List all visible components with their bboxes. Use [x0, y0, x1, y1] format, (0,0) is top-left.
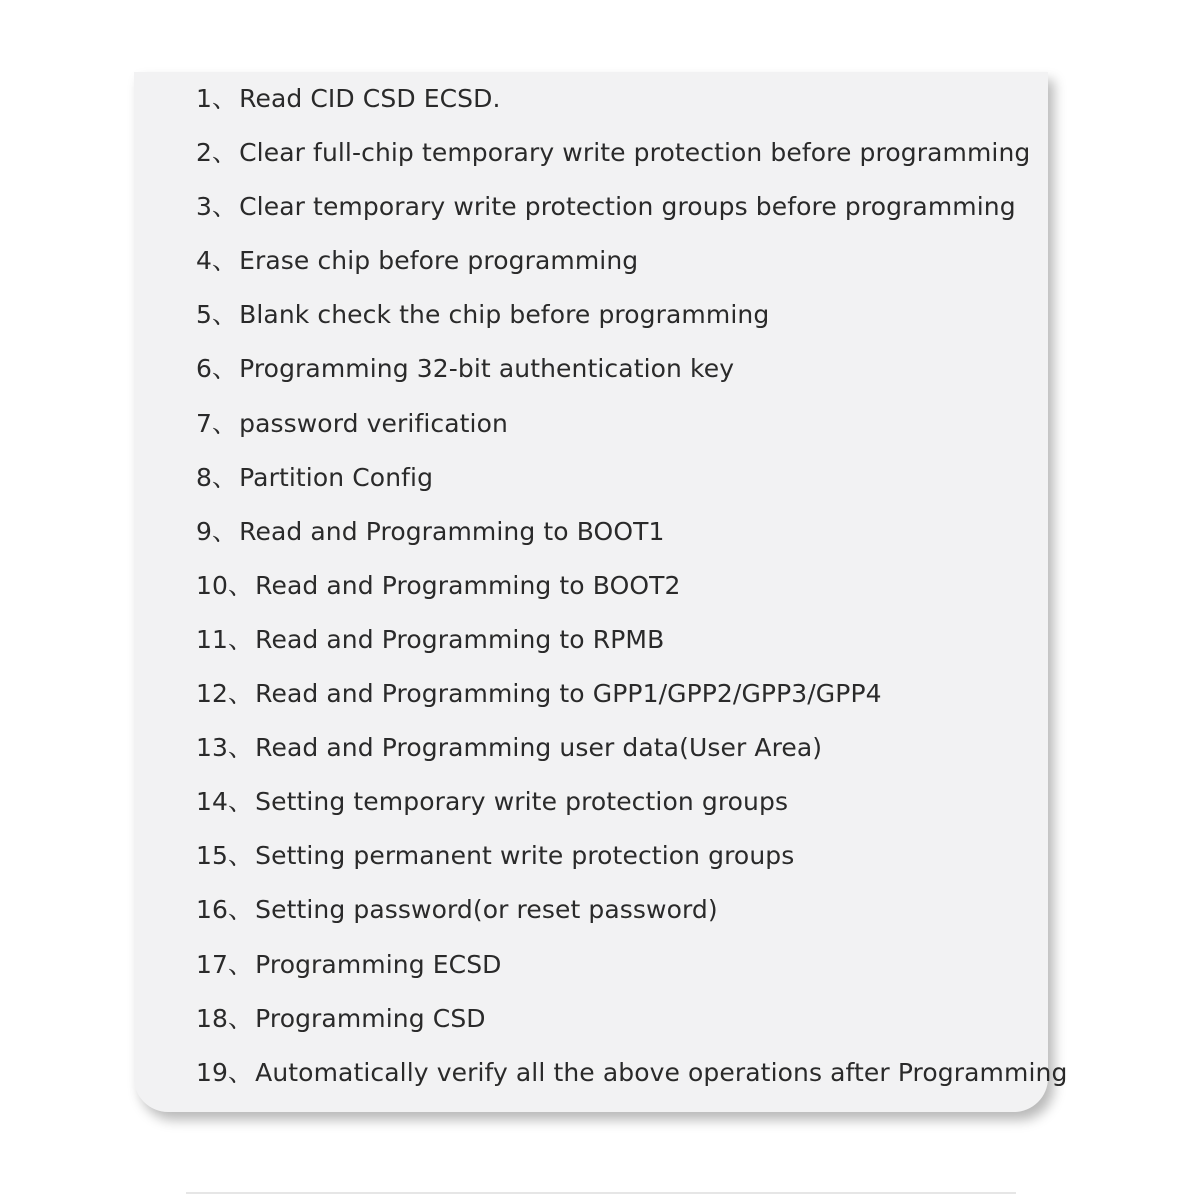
- list-item-text: Setting permanent write protection groups: [255, 841, 795, 871]
- list-item-number: 9、: [196, 516, 238, 546]
- list-item-text: Read and Programming user data(User Area): [255, 733, 823, 763]
- list-item-number: 12、: [196, 679, 254, 709]
- list-item-text: Blank check the chip before programming: [239, 300, 770, 330]
- list-item-text: Programming CSD: [255, 1003, 486, 1033]
- list-item-number: 2、: [196, 138, 238, 168]
- list-item-number: 18、: [196, 1003, 254, 1033]
- list-item-text: password verification: [239, 408, 508, 438]
- list-item: [196, 186, 1067, 240]
- list-item: [196, 1052, 1067, 1106]
- list-item-text: Clear full-chip temporary write protection before programming: [239, 138, 1031, 168]
- list-item: [196, 944, 1067, 998]
- list-item-number: 8、: [196, 462, 238, 492]
- list-item-text: Programming 32-bit authentication key: [239, 354, 735, 384]
- list-item: [196, 998, 1067, 1052]
- list-item-text: Read and Programming to BOOT1: [239, 516, 665, 546]
- list-item: [196, 348, 1067, 402]
- list-item-number: 13、: [196, 733, 254, 763]
- list-item: [196, 889, 1067, 943]
- list-item-text: Setting temporary write protection groups: [255, 787, 789, 817]
- bottom-divider: [186, 1192, 1016, 1194]
- list-item-text: Clear temporary write protection groups before programming: [239, 192, 1016, 222]
- list-item: [196, 835, 1067, 889]
- list-item: [196, 457, 1067, 511]
- list-item-text: Erase chip before programming: [239, 246, 639, 276]
- list-item-number: 16、: [196, 895, 254, 925]
- list-item-number: 7、: [196, 408, 238, 438]
- list-item-number: 3、: [196, 192, 238, 222]
- list-item-number: 15、: [196, 841, 254, 871]
- list-item-number: 14、: [196, 787, 254, 817]
- list-item: [196, 565, 1067, 619]
- list-item: [196, 619, 1067, 673]
- list-item-text: Read CID CSD ECSD.: [239, 84, 501, 113]
- list-item: [196, 132, 1067, 186]
- list-item: [196, 781, 1067, 835]
- list-item-text: Read and Programming to RPMB: [255, 624, 665, 654]
- list-item: [196, 673, 1067, 727]
- list-item-text: Partition Config: [239, 462, 434, 492]
- list-item-number: 1、: [196, 84, 238, 113]
- list-item-number: 5、: [196, 300, 238, 330]
- list-item: [196, 511, 1067, 565]
- list-item-number: 6、: [196, 354, 238, 384]
- list-item-number: 19、: [196, 1057, 254, 1087]
- list-item-number: 10、: [196, 570, 254, 600]
- list-item-text: Setting password(or reset password): [255, 895, 718, 925]
- list-item: [196, 403, 1067, 457]
- list-item: [196, 78, 1067, 132]
- list-item: [196, 294, 1067, 348]
- list-item-text: Automatically verify all the above operations after Programming: [255, 1057, 1068, 1087]
- list-item-text: Read and Programming to BOOT2: [255, 570, 681, 600]
- list-item-text: Read and Programming to GPP1/GPP2/GPP3/GPP4: [255, 679, 882, 709]
- list-item: [196, 240, 1067, 294]
- list-item-number: 11、: [196, 624, 254, 654]
- list-item-text: Programming ECSD: [255, 949, 502, 979]
- list-item-number: 17、: [196, 949, 254, 979]
- list-item: [196, 727, 1067, 781]
- feature-list: [196, 78, 1067, 1106]
- list-item-number: 4、: [196, 246, 238, 276]
